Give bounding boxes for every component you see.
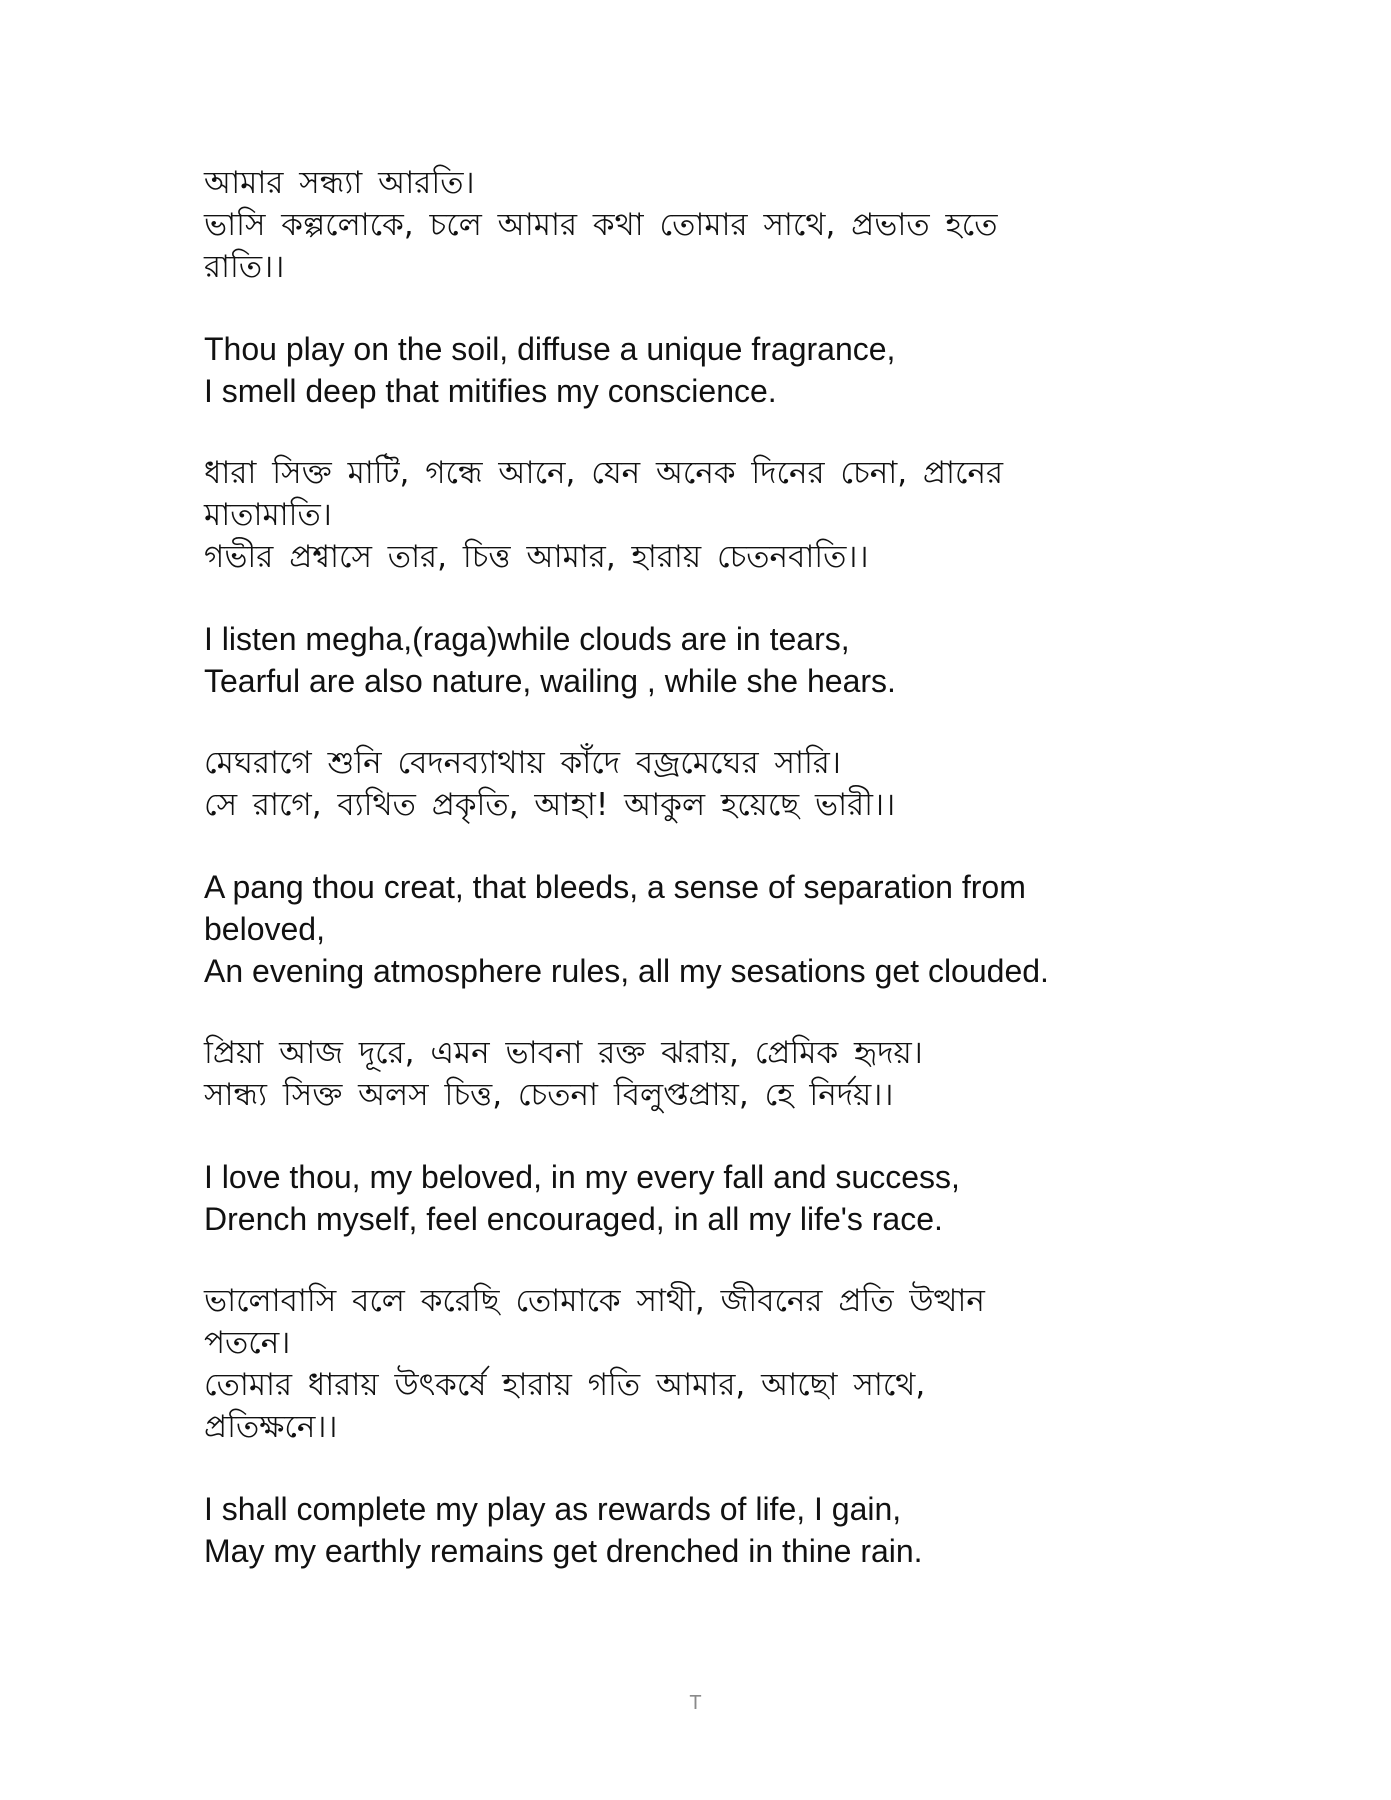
poem-line: ভালোবাসি বলে করেছি তোমাকে সাথী, জীবনের প্রতি উত্থান	[204, 1283, 985, 1319]
page-footer-marker: T	[689, 1692, 702, 1714]
poem-line: প্রিয়া আজ দূরে, এমন ভাবনা রক্ত ঝরায়, প্রেমিক হৃদয়।	[204, 1035, 923, 1071]
stanza-english-2	[204, 618, 1188, 702]
poem-line: I smell deep that mitifies my conscience.	[204, 373, 777, 409]
stanza-bengali-1	[204, 162, 1188, 288]
stanza-english-3	[204, 866, 1188, 992]
stanza-english-1	[204, 328, 1188, 412]
stanza-bengali-5	[204, 1280, 1188, 1448]
poem-line: প্রতিক্ষনে।।	[204, 1409, 338, 1445]
poem-line: সে রাগে, ব্যথিত প্রকৃতি, আহা! আকুল হয়েছে ভারী।।	[204, 787, 896, 823]
poem-line: সান্ধ্য সিক্ত অলস চিত্ত, চেতনা বিলুপ্তপ্রায়, হে নির্দয়।।	[204, 1077, 894, 1113]
poem-line: ভাসি কল্পলোকে, চলে আমার কথা তোমার সাথে, প্রভাত হতে	[204, 207, 998, 243]
poem-line: পতনে।	[204, 1325, 291, 1361]
poem-line: May my earthly remains get drenched in thine rain.	[204, 1533, 923, 1569]
stanza-bengali-4	[204, 1032, 1188, 1116]
poem-line: An evening atmosphere rules, all my sesations get clouded.	[204, 953, 1049, 989]
poem-line: ধারা সিক্ত মাটি, গন্ধে আনে, যেন অনেক দিনের চেনা, প্রানের	[204, 455, 1004, 491]
stanza-english-5	[204, 1488, 1188, 1572]
stanza-english-4	[204, 1156, 1188, 1240]
poem-line: মাতামাতি।	[204, 497, 332, 533]
poem-line: Thou play on the soil, diffuse a unique fragrance,	[204, 331, 896, 367]
poem-line: I love thou, my beloved, in my every fall and success,	[204, 1159, 960, 1195]
poem-line: রাতি।।	[204, 249, 285, 285]
poem-body	[204, 162, 1188, 1612]
poem-line: A pang thou creat, that bleeds, a sense of separation from	[204, 869, 1026, 905]
poem-line: গভীর প্রশ্বাসে তার, চিত্ত আমার, হারায় চেতনবাতি।।	[204, 539, 869, 575]
poem-line: Tearful are also nature, wailing , while she hears.	[204, 663, 896, 699]
poem-line: Drench myself, feel encouraged, in all my life's race.	[204, 1201, 943, 1237]
stanza-bengali-3	[204, 742, 1188, 826]
poem-line: আমার সন্ধ্যা আরতি।	[204, 165, 475, 201]
poem-line: beloved,	[204, 911, 325, 947]
stanza-bengali-2	[204, 452, 1188, 578]
poem-line: মেঘরাগে শুনি বেদনব্যাথায় কাঁদে বজ্রমেঘের সারি।	[204, 745, 841, 781]
poem-line: I listen megha,(raga)while clouds are in tears,	[204, 621, 850, 657]
poem-line: তোমার ধারায় উৎকর্ষে হারায় গতি আমার, আছো সাথে,	[204, 1367, 926, 1403]
poem-line: I shall complete my play as rewards of life, I gain,	[204, 1491, 902, 1527]
